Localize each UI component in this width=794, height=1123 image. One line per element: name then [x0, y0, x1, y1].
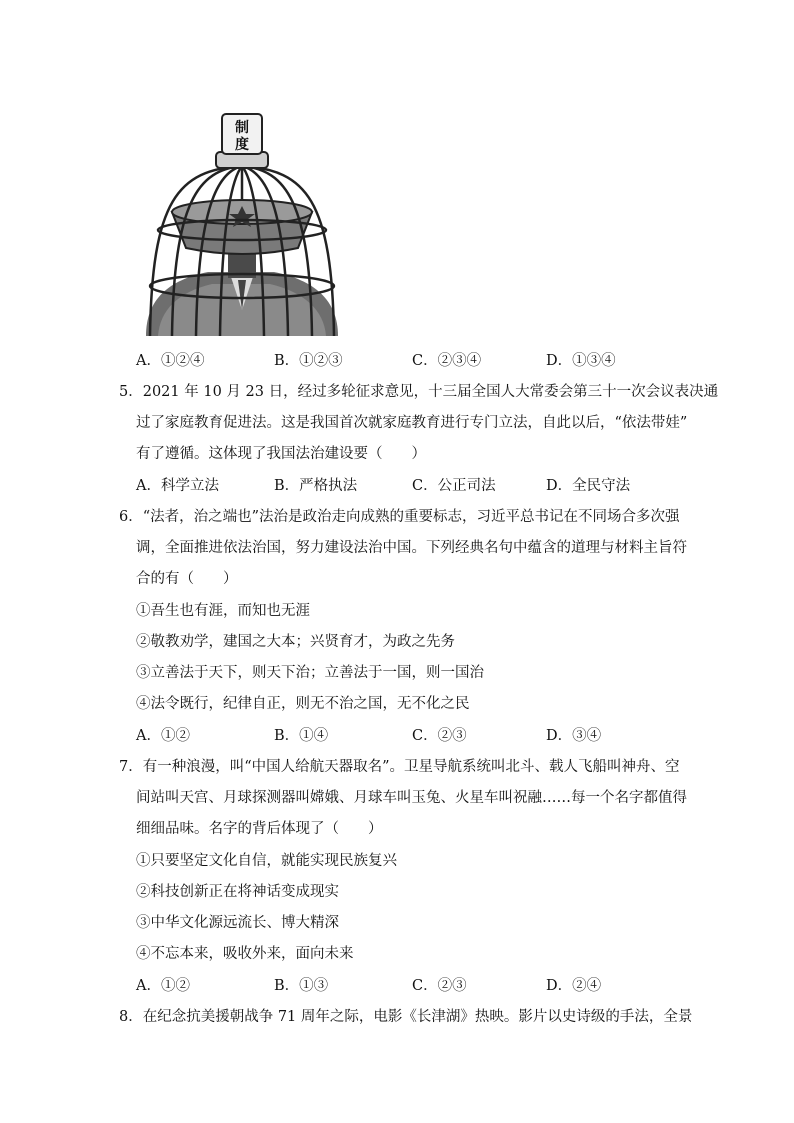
q7-line-2: 间站叫天宫、月球探测器叫嫦娥、月球车叫玉兔、火星车叫祝融……每一个名字都值得 [136, 790, 687, 806]
q7-item-1: ①只要坚定文化自信，就能实现民族复兴 [136, 853, 397, 869]
q4-option-c: C．②③④ [412, 353, 482, 369]
q6-line-1: 6．“法者，治之端也”法治是政治走向成熟的重要标志，习近平总书记在不同场合多次强 [119, 509, 680, 525]
q7-item-4: ④不忘本来，吸收外来，面向未来 [136, 946, 354, 962]
q7-line-3: 细细品味。名字的背后体现了（ ） [136, 821, 383, 837]
q6-option-c: C．②③ [412, 728, 467, 744]
q6-item-2: ②敬教劝学，建国之大本；兴贤育才，为政之先务 [136, 634, 455, 650]
q7-option-d: D．②④ [546, 978, 602, 994]
q7-option-a: A．①② [136, 978, 190, 994]
q5-line-2: 过了家庭教育促进法。这是我国首次就家庭教育进行专门立法，自此以后，“依法带娃” [136, 415, 688, 431]
q7-item-3: ③中华文化源远流长、博大精深 [136, 915, 339, 931]
cage-sign-text-top: 制 [235, 120, 249, 136]
q4-option-d: D．①③④ [546, 353, 616, 369]
q5-option-d: D．全民守法 [546, 478, 631, 494]
q4-option-b: B．①②③ [274, 353, 343, 369]
q5-line-1: 5．2021 年 10 月 23 日，经过多轮征求意见，十三届全国人大常委会第三十一次会议表决通 [119, 384, 719, 400]
q7-option-b: B．①③ [274, 978, 329, 994]
q5-option-c: C．公正司法 [412, 478, 496, 494]
q5-line-3: 有了遵循。这体现了我国法治建设要（ ） [136, 446, 426, 462]
q6-item-1: ①吾生也有涯，而知也无涯 [136, 603, 310, 619]
q6-line-3: 合的有（ ） [136, 571, 238, 587]
q6-item-3: ③立善法于天下，则天下治；立善法于一国，则一国治 [136, 665, 484, 681]
cage-sign-text-bottom: 度 [235, 137, 249, 153]
q6-line-2: 调，全面推进依法治国，努力建设法治中国。下列经典名句中蕴含的道理与材料主旨符 [136, 540, 687, 556]
q7-item-2: ②科技创新正在将神话变成现实 [136, 884, 339, 900]
q6-item-4: ④法令既行，纪律自正，则无不治之国，无不化之民 [136, 696, 470, 712]
q6-option-b: B．①④ [274, 728, 329, 744]
q6-option-d: D．③④ [546, 728, 602, 744]
q8-line-1: 8．在纪念抗美援朝战争 71 周年之际，电影《长津湖》热映。影片以史诗级的手法，全景 [119, 1009, 693, 1025]
q7-line-1: 7．有一种浪漫，叫“中国人给航天器取名”。卫星导航系统叫北斗、载人飞船叫神舟、空 [119, 759, 680, 775]
q5-option-b: B．严格执法 [274, 478, 358, 494]
cartoon-illustration [138, 110, 344, 336]
q7-option-c: C．②③ [412, 978, 467, 994]
q6-option-a: A．①② [136, 728, 190, 744]
q4-option-a: A．①②④ [136, 353, 205, 369]
q5-option-a: A．科学立法 [136, 478, 219, 494]
